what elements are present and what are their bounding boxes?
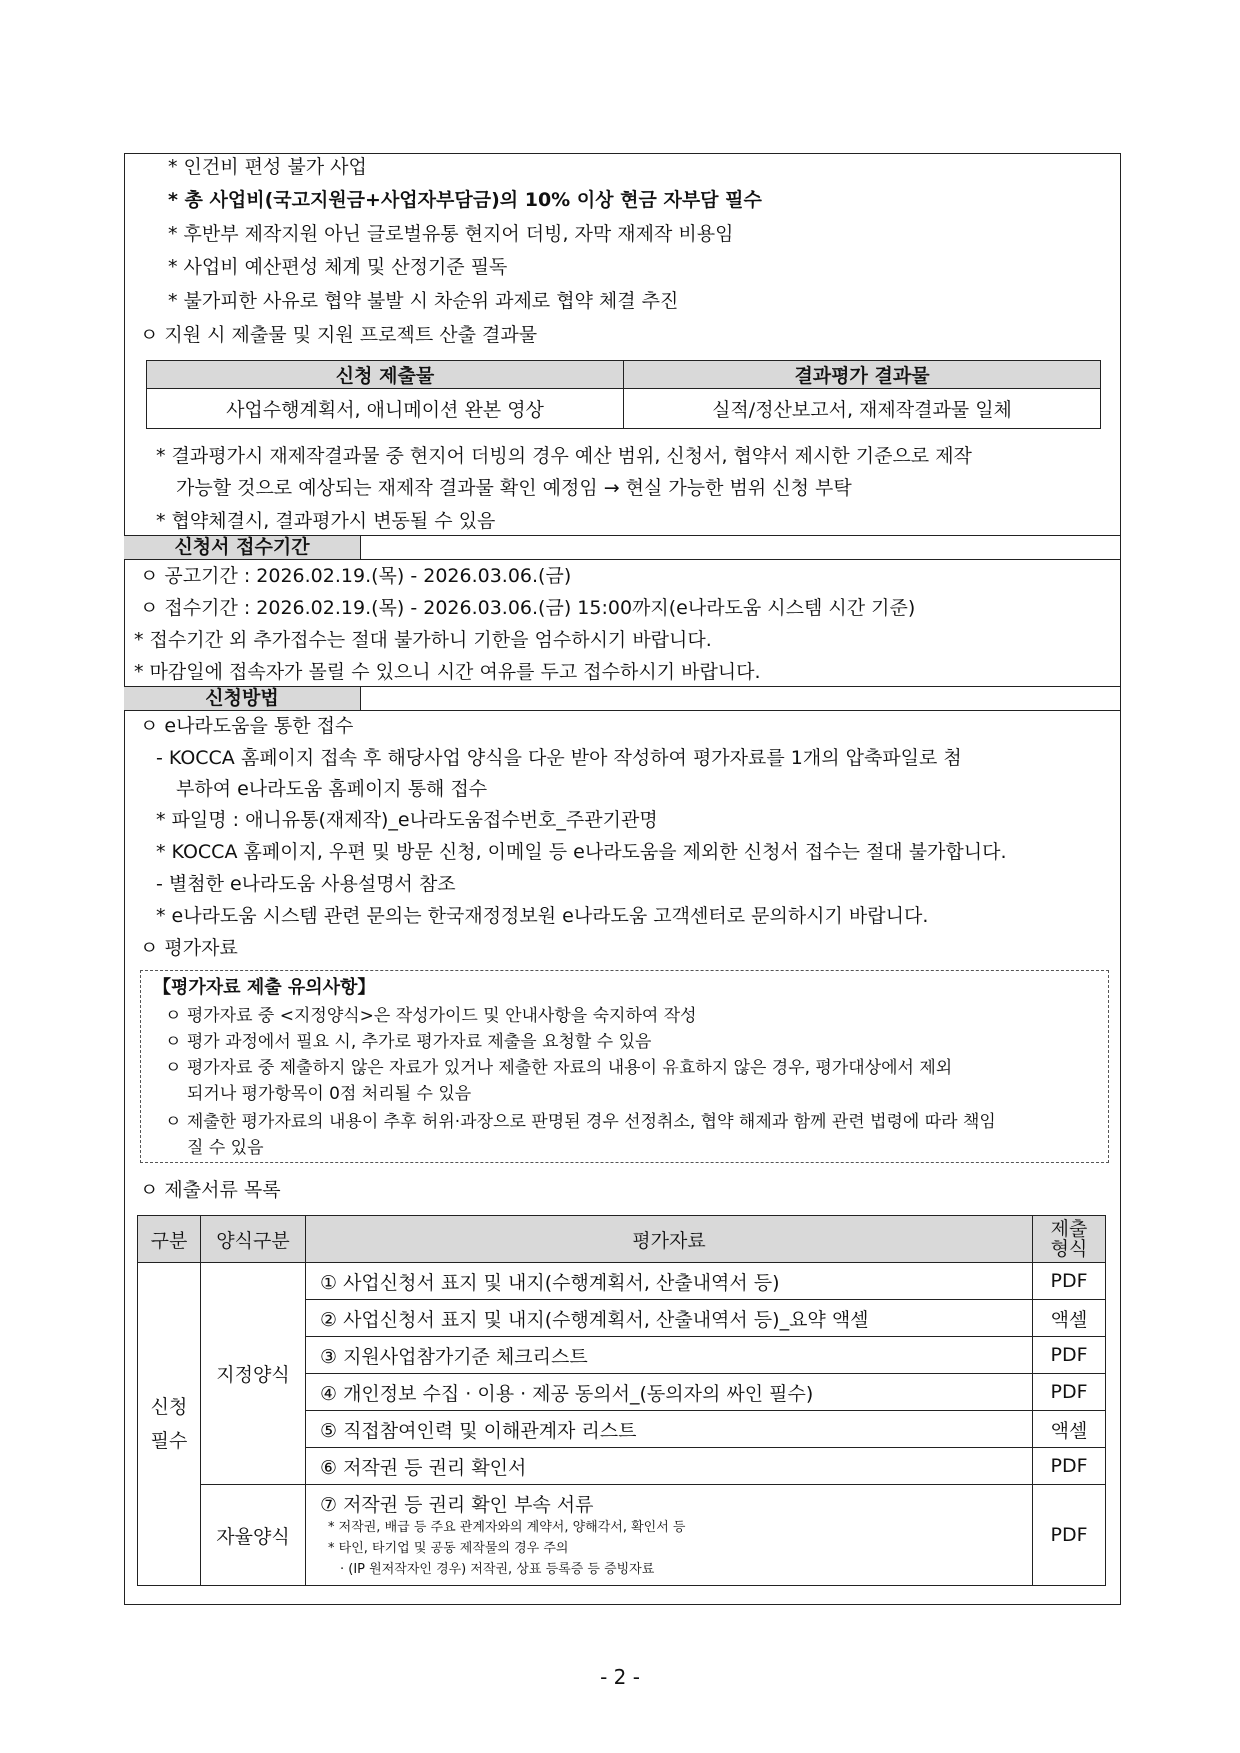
notice-line: 되거나 평가항목이 0점 처리될 수 있음: [187, 1084, 472, 1104]
doc-format: 액셀: [1033, 1411, 1106, 1448]
doc-item: ④ 개인정보 수집 · 이용 · 제공 동의서_(동의자의 싸인 필수): [306, 1374, 1033, 1411]
section-bar-method: [124, 686, 1121, 711]
period-line: * 마감일에 접속자가 몰릴 수 있으니 시간 여유를 두고 접수하시기 바랍니다.: [134, 661, 761, 683]
doc-item-note: * 타인, 타기업 및 공동 제작물의 경우 주의: [328, 1541, 569, 1556]
section-title: 신청서 접수기간: [124, 536, 361, 559]
note-line: * 협약체결시, 결과평가시 변동될 수 있음: [156, 510, 496, 532]
notice-line: ㅇ 평가자료 중 제출하지 않은 자료가 있거나 제출한 자료의 내용이 유효하지 않은 경우, 평가대상에서 제외: [165, 1058, 953, 1078]
outputs-header: 신청 제출물: [147, 361, 624, 389]
doc-item-free: [306, 1485, 1033, 1586]
docs-header: 제출 형식: [1033, 1216, 1106, 1263]
docs-table: [137, 1215, 1106, 1586]
form-type-cell: 자율양식: [201, 1485, 306, 1586]
docs-header: 양식구분: [201, 1216, 306, 1263]
notice-line: 질 수 있음: [187, 1138, 264, 1158]
doc-format: PDF: [1033, 1337, 1106, 1374]
method-line: - 별첨한 e나라도움 사용설명서 참조: [156, 873, 456, 895]
method-line: - KOCCA 홈페이지 접속 후 해당사업 양식을 다운 받아 작성하여 평가자료를 1개의 압축파일로 첨: [156, 747, 962, 769]
docs-header: 평가자료: [306, 1216, 1033, 1263]
note-line: * 사업비 예산편성 체계 및 산정기준 필독: [168, 256, 508, 278]
form-type-cell: 지정양식: [201, 1263, 306, 1485]
doc-format: PDF: [1033, 1448, 1106, 1485]
group-cell: 신청 필수: [138, 1263, 201, 1586]
doc-format: PDF: [1033, 1263, 1106, 1300]
notice-line: ㅇ 평가자료 중 <지정양식>은 작성가이드 및 안내사항을 숙지하여 작성: [165, 1006, 697, 1026]
docs-header: 구분: [138, 1216, 201, 1263]
note-line: * 불가피한 사유로 협약 불발 시 차순위 과제로 협약 체결 추진: [168, 290, 679, 312]
method-line: 부하여 e나라도움 홈페이지 통해 접수: [176, 778, 488, 800]
note-line: * 후반부 제작지원 아닌 글로벌유통 현지어 더빙, 자막 재제작 비용임: [168, 223, 734, 245]
method-line: * 파일명 : 애니유통(재제작)_e나라도움접수번호_주관기관명: [156, 809, 658, 831]
note-line: * 인건비 편성 불가 사업: [168, 156, 367, 178]
period-line: ㅇ 공고기간 : 2026.02.19.(목) - 2026.03.06.(금): [140, 565, 572, 587]
outputs-cell: 사업수행계획서, 애니메이션 완본 영상: [147, 389, 624, 429]
doc-item: ⑤ 직접참여인력 및 이해관계자 리스트: [306, 1411, 1033, 1448]
method-line: ㅇ e나라도움을 통한 접수: [140, 715, 354, 737]
notice-line: ㅇ 평가 과정에서 필요 시, 추가로 평가자료 제출을 요청할 수 있음: [165, 1032, 652, 1052]
method-line: * e나라도움 시스템 관련 문의는 한국재정정보원 e나라도움 고객센터로 문의하시기 바랍니다.: [156, 905, 929, 927]
outputs-cell: 실적/정산보고서, 재제작결과물 일체: [624, 389, 1101, 429]
doc-item: ② 사업신청서 표지 및 내지(수행계획서, 산출내역서 등)_요약 액셀: [306, 1300, 1033, 1337]
notice-title: 【평가자료 제출 유의사항】: [153, 977, 376, 998]
period-line: ㅇ 접수기간 : 2026.02.19.(목) - 2026.03.06.(금) 15:00까지(e나라도움 시스템 시간 기준): [140, 597, 916, 619]
doc-item-note: * 저작권, 배급 등 주요 관계자와의 계약서, 양해각서, 확인서 등: [328, 1520, 686, 1535]
section-bar-period: [124, 535, 1121, 560]
docs-heading: ㅇ 제출서류 목록: [140, 1179, 281, 1201]
page-number: - 2 -: [600, 1665, 640, 1689]
doc-item: ⑥ 저작권 등 권리 확인서: [306, 1448, 1033, 1485]
outputs-heading: ㅇ 지원 시 제출물 및 지원 프로젝트 산출 결과물: [140, 324, 538, 346]
method-line: ㅇ 평가자료: [140, 937, 238, 959]
doc-format: 액셀: [1033, 1300, 1106, 1337]
doc-item: ① 사업신청서 표지 및 내지(수행계획서, 산출내역서 등): [306, 1263, 1033, 1300]
doc-format: PDF: [1033, 1374, 1106, 1411]
doc-format: PDF: [1033, 1485, 1106, 1586]
doc-item-note: · (IP 원저작자인 경우) 저작권, 상표 등록증 등 증빙자료: [340, 1562, 655, 1577]
outputs-table: [146, 360, 1101, 429]
note-line: * 결과평가시 재제작결과물 중 현지어 더빙의 경우 예산 범위, 신청서, 협약서 제시한 기준으로 제작: [156, 445, 972, 467]
outputs-header: 결과평가 결과물: [624, 361, 1101, 389]
note-line: 가능할 것으로 예상되는 재제작 결과물 확인 예정임 → 현실 가능한 범위 신청 부탁: [176, 477, 852, 499]
period-line: * 접수기간 외 추가접수는 절대 불가하니 기한을 엄수하시기 바랍니다.: [134, 629, 712, 651]
doc-item: ③ 지원사업참가기준 체크리스트: [306, 1337, 1033, 1374]
notice-line: ㅇ 제출한 평가자료의 내용이 추후 허위·과장으로 판명된 경우 선정취소, 협약 해제과 함께 관련 법령에 따라 책임: [165, 1112, 996, 1132]
doc-item-title: ⑦ 저작권 등 권리 확인 부속 서류: [320, 1494, 594, 1516]
method-line: * KOCCA 홈페이지, 우편 및 방문 신청, 이메일 등 e나라도움을 제외한 신청서 접수는 절대 불가합니다.: [156, 841, 1007, 863]
note-line: * 총 사업비(국고지원금+사업자부담금)의 10% 이상 현금 자부담 필수: [168, 189, 762, 211]
notice-box: [140, 970, 1109, 1163]
section-title: 신청방법: [124, 687, 361, 710]
